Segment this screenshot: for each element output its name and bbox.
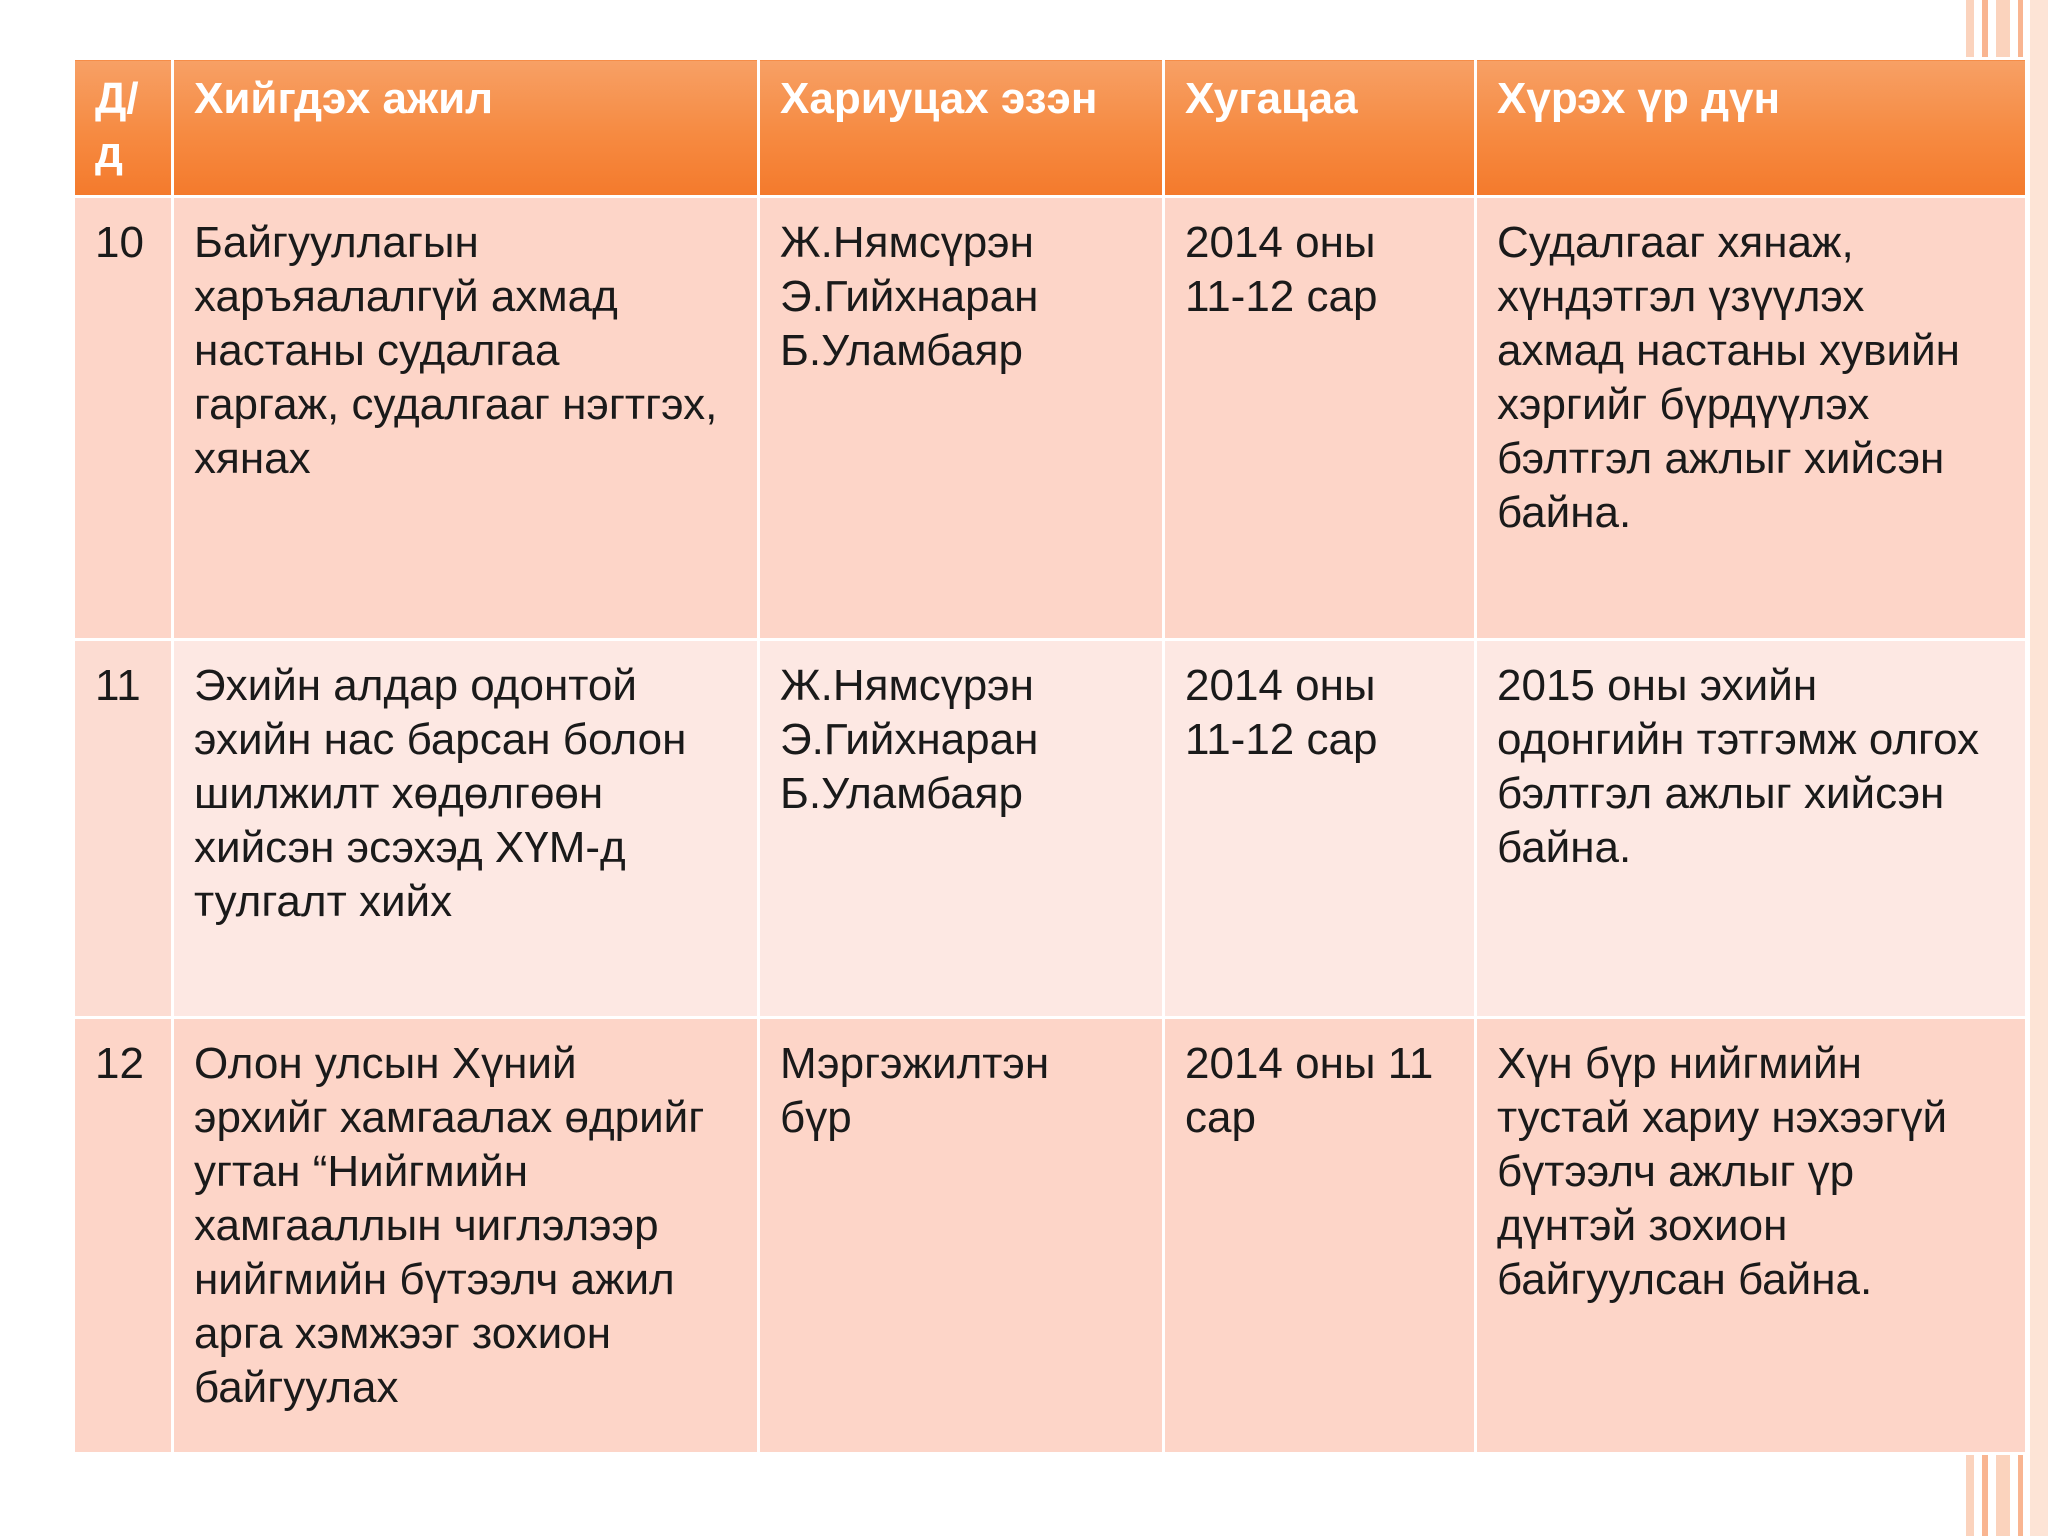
text-line: бүр bbox=[780, 1093, 852, 1142]
header-num-line: Д/ bbox=[95, 74, 139, 123]
header-result: Хүрэх үр дүн bbox=[1476, 59, 2027, 197]
text-line: байгуулсан байна. bbox=[1497, 1255, 1873, 1304]
text-line: Байгууллагын bbox=[194, 218, 479, 267]
table-row bbox=[74, 640, 2027, 1018]
text-line: Б.Уламбаяр bbox=[780, 769, 1023, 818]
cell-task bbox=[173, 197, 759, 640]
text-line: Б.Уламбаяр bbox=[780, 326, 1023, 375]
cell-result bbox=[1476, 197, 2027, 640]
cell-owner bbox=[759, 1018, 1164, 1454]
text-line: шилжилт хөдөлгөөн bbox=[194, 769, 604, 818]
text-line: хамгааллын чиглэлээр bbox=[194, 1201, 659, 1250]
text-line: Э.Гийхнаран bbox=[780, 272, 1039, 321]
text-line: Судалгааг хянаж, bbox=[1497, 218, 1854, 267]
work-plan-table bbox=[72, 57, 2028, 1455]
cell-num: 12 bbox=[74, 1018, 173, 1454]
text-line: 2014 оны 11 bbox=[1185, 1039, 1434, 1088]
header-num bbox=[74, 59, 173, 197]
text-line: угтан “Нийгмийн bbox=[194, 1147, 529, 1196]
text-line: 2015 оны эхийн bbox=[1497, 661, 1818, 710]
text-line: бэлтгэл ажлыг хийсэн bbox=[1497, 434, 1945, 483]
text-line: 2014 оны bbox=[1185, 218, 1376, 267]
text-line: байгуулах bbox=[194, 1363, 399, 1412]
text-line: дүнтэй зохион bbox=[1497, 1201, 1788, 1250]
cell-result bbox=[1476, 640, 2027, 1018]
text-line: бэлтгэл ажлыг хийсэн bbox=[1497, 769, 1945, 818]
text-line: Хүн бүр нийгмийн bbox=[1497, 1039, 1862, 1088]
text-line: гаргаж, судалгааг нэгтгэх, bbox=[194, 380, 718, 429]
cell-task bbox=[173, 640, 759, 1018]
table-row bbox=[74, 1018, 2027, 1454]
text-line: настаны судалгаа bbox=[194, 326, 560, 375]
text-line: харъяалалгүй ахмад bbox=[194, 272, 618, 321]
text-line: 11-12 сар bbox=[1185, 272, 1378, 321]
text-line: 2014 оны bbox=[1185, 661, 1376, 710]
text-line: Мэргэжилтэн bbox=[780, 1039, 1050, 1088]
stripe-5 bbox=[2030, 0, 2048, 1536]
cell-owner bbox=[759, 640, 1164, 1018]
text-line: тустай хариу нэхээгүй bbox=[1497, 1093, 1948, 1142]
text-line: Э.Гийхнаран bbox=[780, 715, 1039, 764]
text-line: эхийн нас барсан болон bbox=[194, 715, 687, 764]
cell-period bbox=[1164, 1018, 1476, 1454]
table-row bbox=[74, 197, 2027, 640]
text-line: Ж.Нямсүрэн bbox=[780, 218, 1034, 267]
text-line: одонгийн тэтгэмж олгох bbox=[1497, 715, 1980, 764]
cell-result bbox=[1476, 1018, 2027, 1454]
text-line: байна. bbox=[1497, 823, 1632, 872]
text-line: нийгмийн бүтээлч ажил bbox=[194, 1255, 675, 1304]
text-line: байна. bbox=[1497, 488, 1632, 537]
text-line: хийсэн эсэхэд ХҮМ-д bbox=[194, 823, 626, 872]
text-line: 11-12 сар bbox=[1185, 715, 1378, 764]
header-task: Хийгдэх ажил bbox=[173, 59, 759, 197]
header-period: Хугацаа bbox=[1164, 59, 1476, 197]
cell-owner bbox=[759, 197, 1164, 640]
header-num-line: д bbox=[95, 128, 123, 177]
text-line: ахмад настаны хувийн bbox=[1497, 326, 1960, 375]
text-line: хянах bbox=[194, 434, 311, 483]
text-line: Ж.Нямсүрэн bbox=[780, 661, 1034, 710]
text-line: бүтээлч ажлыг үр bbox=[1497, 1147, 1855, 1196]
text-line: хүндэтгэл үзүүлэх bbox=[1497, 272, 1865, 321]
text-line: Эхийн алдар одонтой bbox=[194, 661, 637, 710]
text-line: сар bbox=[1185, 1093, 1256, 1142]
cell-period bbox=[1164, 197, 1476, 640]
cell-num: 11 bbox=[74, 640, 173, 1018]
text-line: хэргийг бүрдүүлэх bbox=[1497, 380, 1870, 429]
header-owner: Хариуцах эзэн bbox=[759, 59, 1164, 197]
cell-period bbox=[1164, 640, 1476, 1018]
text-line: Олон улсын Хүний bbox=[194, 1039, 577, 1088]
cell-task bbox=[173, 1018, 759, 1454]
text-line: эрхийг хамгаалах өдрийг bbox=[194, 1093, 705, 1142]
cell-num: 10 bbox=[74, 197, 173, 640]
table-header-row bbox=[74, 59, 2027, 197]
text-line: тулгалт хийх bbox=[194, 877, 453, 926]
text-line: арга хэмжээг зохион bbox=[194, 1309, 612, 1358]
